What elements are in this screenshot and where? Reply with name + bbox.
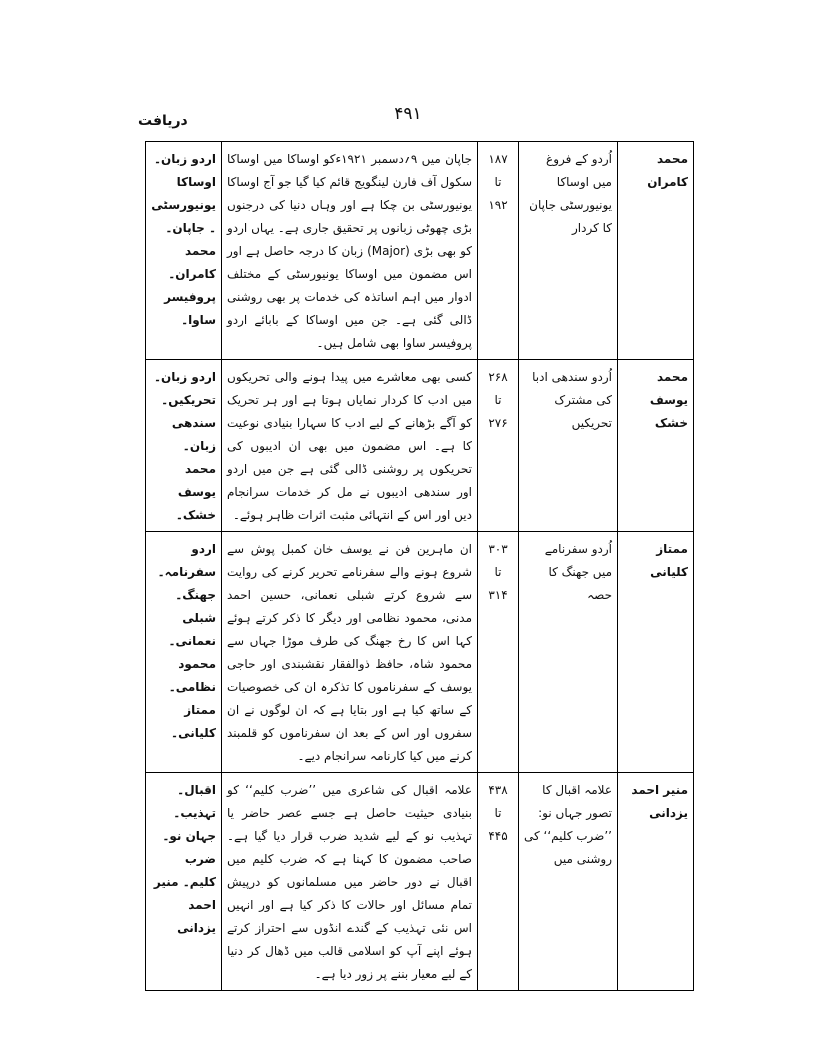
pages-cell <box>478 773 519 991</box>
page-to: ۱۹۲ <box>488 198 508 212</box>
author-cell: منیر احمد یزدانی <box>618 773 694 991</box>
page-to: ۴۴۵ <box>488 829 508 843</box>
article-index-table <box>145 141 694 991</box>
table-row <box>146 360 694 532</box>
keywords-cell: اردو زبان۔ اوساکا یونیورسٹی۔ جاپان۔ محمد کامران۔ پروفیسر ساوا۔ <box>146 142 222 360</box>
title-cell: اُردو سندھی ادبا کی مشترک تحریکیں <box>519 360 618 532</box>
table-row <box>146 773 694 991</box>
journal-name: دریافت <box>138 113 188 129</box>
pages-cell <box>478 360 519 532</box>
page-separator: تا <box>494 565 502 579</box>
summary-cell: کسی بھی معاشرے میں پیدا ہونے والی تحریکوں میں ادب کا کردار نمایاں ہوتا ہے اور ہر تحریک کو آگے بڑھانے کے لیے ادب کا سہارا بنیادی نوعیت کا ہے۔ اس مضمون میں بھی ان ادیبوں کی تحریکوں پر روشنی ڈالی گئی ہے جن میں اردو اور سندھی ادیبوں نے مل کر خدمات سرانجام دیں اور اس کے انتہائی مثبت اثرات ظاہر ہوئے۔ <box>222 360 478 532</box>
table-row <box>146 532 694 773</box>
page-from: ۳۰۳ <box>488 542 508 556</box>
page-from: ۱۸۷ <box>488 152 508 166</box>
keywords-cell: اردو زبان۔ تحریکیں۔ سندھی زبان۔ محمد یوسف خشک۔ <box>146 360 222 532</box>
summary-cell: علامہ اقبال کی شاعری میں ’’ضرب کلیم‘‘ کو بنیادی حیثیت حاصل ہے جسے عصر حاضر یا تہذیب نو کے لیے شدید ضرب قرار دیا گیا ہے۔ صاحب مضمون کا کہنا ہے کہ ضرب کلیم میں اقبال نے دور حاضر میں مسلمانوں کو درپیش تمام مسائل اور حالات کا ذکر کیا ہے اور انہیں اس نئی تہذیب کے گندے انڈوں سے احتراز کرتے ہوئے اپنے آپ کو اسلامی قالب میں ڈھال کر دنیا کے لیے معیار بننے پر زور دیا ہے۔ <box>222 773 478 991</box>
summary-cell: جاپان میں ۹؍دسمبر ۱۹۲۱ءکو اوساکا میں اوساکا سکول آف فارن لینگویج قائم کیا گیا جو آج اوساکا یونیورسٹی بن چکا ہے اور وہاں دنیا کی درجنوں بڑی چھوٹی زبانوں پر تحقیق جاری ہے۔ یہاں اردو کو بھی بڑی (Major) زبان کا درجہ حاصل ہے اور اس مضمون میں اوساکا یونیورسٹی کے مختلف ادوار میں اہم اساتذہ کی خدمات پر بھی روشنی ڈالی گئی ہے۔ جن میں اوساکا کے بابائے اردو پروفیسر ساوا بھی شامل ہیں۔ <box>222 142 478 360</box>
page-from: ۴۳۸ <box>488 783 508 797</box>
page-to: ۳۱۴ <box>488 588 508 602</box>
keywords-cell: اردو سفرنامہ۔ جھنگ۔ شبلی نعمانی۔ محمود نظامی۔ ممتاز کلیانی۔ <box>146 532 222 773</box>
page-from: ۲۶۸ <box>488 370 508 384</box>
title-cell: اُردو کے فروغ میں اوساکا یونیورسٹی جاپان کا کردار <box>519 142 618 360</box>
page-number: ۴۹۱ <box>394 104 422 124</box>
table-row <box>146 142 694 360</box>
pages-cell <box>478 532 519 773</box>
page-separator: تا <box>494 806 502 820</box>
title-cell: علامہ اقبال کا تصور جہاں نو: ’’ضرب کلیم‘‘ کی روشنی میں <box>519 773 618 991</box>
author-cell: محمد کامران <box>618 142 694 360</box>
author-cell: ممتاز کلیانی <box>618 532 694 773</box>
page-separator: تا <box>494 393 502 407</box>
title-cell: اُردو سفرنامے میں جھنگ کا حصہ <box>519 532 618 773</box>
author-cell: محمد یوسف خشک <box>618 360 694 532</box>
pages-cell <box>478 142 519 360</box>
keywords-cell: اقبال۔ تہذیب۔ جہان نو۔ ضرب کلیم۔ منیر احمد یزدانی <box>146 773 222 991</box>
summary-cell: ان ماہرین فن نے یوسف خان کمبل پوش سے شروع ہونے والے سفرنامے تحریر کرنے کی روایت سے شروع کرتے شبلی نعمانی، حسین احمد مدنی، محمود نظامی اور دیگر کا ذکر کرتے ہوئے کہا اس کا رخ جھنگ کی طرف موڑا جہاں سے محمود شاہ، حافظ ذوالفقار نقشبندی اور حاجی یوسف کے سفرناموں کا تذکرہ ان کی خصوصیات کے ساتھ کیا ہے اور بتایا ہے کہ ان لوگوں نے ان سفروں اور اس کے بعد ان سفرناموں کو قلمبند کرنے میں کیا کارنامہ سرانجام دیے۔ <box>222 532 478 773</box>
page-to: ۲۷۶ <box>488 416 508 430</box>
page-separator: تا <box>494 175 502 189</box>
